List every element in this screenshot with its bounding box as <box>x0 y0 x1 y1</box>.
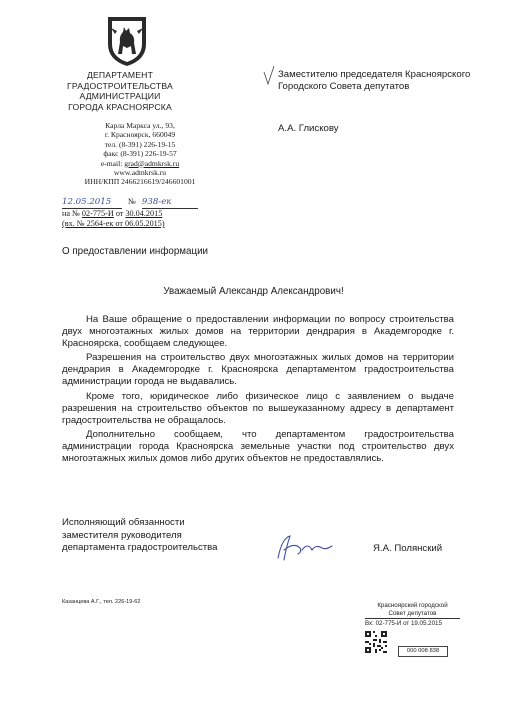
address-line: г. Красноярск, 660049 <box>104 130 176 140</box>
reference-number: 02-775-И <box>81 208 114 218</box>
address-line: Карла Маркса ул., 93, <box>105 121 175 130</box>
reference-date: 30.04.2015 <box>125 208 163 218</box>
signer-position-line: департамента градостроительства <box>62 542 218 553</box>
department-line: АДМИНИСТРАЦИИ <box>79 91 161 101</box>
department-line: ДЕПАРТАМЕНТ <box>86 70 154 80</box>
address-line: тел. (8-391) 226-19-15 <box>104 139 176 149</box>
incoming-stamp <box>365 602 460 628</box>
handwritten-signature-icon <box>272 528 336 566</box>
checkmark-icon <box>262 64 276 86</box>
executor-info: Казанцева А.Г., тел. 226-19-62 <box>62 599 141 605</box>
letter-body <box>62 314 454 467</box>
reference-line <box>62 209 198 220</box>
signer-name: Я.А. Полянский <box>373 543 443 554</box>
sender-address <box>70 121 210 187</box>
body-paragraph: Разрешения на строительство двух многоэтажных жилых домов на территории дендрария в Академгородке г. Красноярска департаментом градостроительства администрации города не выдавались. <box>62 352 454 388</box>
number-sign: № <box>128 197 136 206</box>
email-line <box>70 159 210 168</box>
greeting: Уважаемый Александр Александрович! <box>163 286 344 297</box>
stamp-code: 000 008 838 <box>398 646 448 657</box>
krasnoyarsk-emblem-icon <box>105 14 149 68</box>
recipient-name: А.А. Глискову <box>278 123 339 134</box>
email-label: e-mail: <box>100 158 123 168</box>
body-paragraph: Кроме того, юридическое либо физическое лицо с заявлением о выдаче разрешения на строительство объектов по вышеуказанному адресу в департамент градостроительства не обращалось. <box>62 390 454 426</box>
incoming-reference: (вх. № 2564-ек от 06.05.2015) <box>62 219 165 228</box>
email-link[interactable]: grad@admkrsk.ru <box>124 158 180 168</box>
department-line: ГОРОДА КРАСНОЯРСКА <box>68 101 172 112</box>
body-paragraph: На Ваше обращение о предоставлении информации по вопросу строительства двух многоэтажных жилых домов на территории дендрария в Академгородке г. Красноярска, сообщаем следующее. <box>62 314 454 350</box>
stamp-line: Красноярский городской <box>377 602 448 609</box>
sender-department <box>40 70 200 112</box>
ot-label: от <box>115 208 124 218</box>
inn-kpp: ИНН/КПП 2466216619/246601001 <box>84 177 196 187</box>
handwritten-number: 938-ек <box>142 197 198 209</box>
letter-subject: О предоставлении информации <box>62 246 209 257</box>
website-link[interactable]: www.admkrsk.ru <box>113 168 167 178</box>
department-line: ГРАДОСТРОИТЕЛЬСТВА <box>67 80 173 91</box>
qr-code-icon <box>365 631 387 653</box>
signer-position-line: заместителя руководителя <box>62 529 182 541</box>
signer-position-line: Исполняющий обязанности <box>62 517 185 528</box>
registration-block <box>62 197 198 230</box>
stamp-incoming: Вх: 02-775-И от 19.05.2015 <box>365 618 460 628</box>
stamp-line: Совет депутатов <box>388 609 437 617</box>
recipient-position: Заместителю председателя Красноярского Городского Совета депутатов <box>278 69 471 92</box>
body-paragraph: Дополнительно сообщаем, что департаментом градостроительства администрации города Красноярска земельные участки под строительство двух многоэтажных жилых домов либо других объектов не предоставлялись. <box>62 428 454 465</box>
handwritten-date: 12.05.2015 <box>62 197 122 209</box>
signer-position <box>62 517 217 555</box>
outgoing-number-line <box>62 197 198 209</box>
address-line: факс (8-391) 226-19-57 <box>103 149 177 159</box>
na-label: на № <box>62 208 80 218</box>
